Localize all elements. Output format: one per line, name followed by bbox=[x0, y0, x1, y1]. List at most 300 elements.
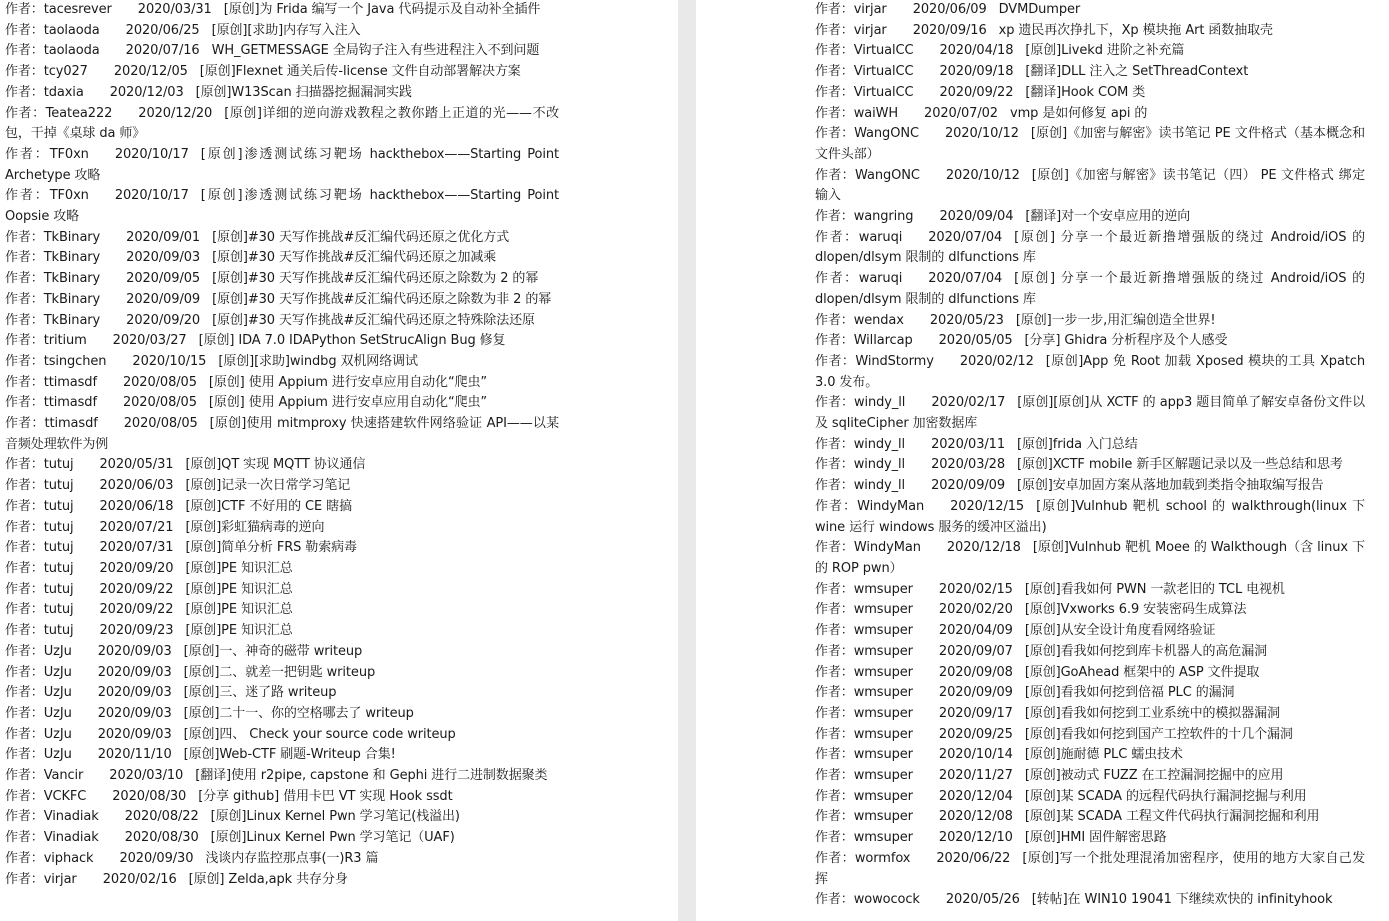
post-date: 2020/09/22 bbox=[939, 84, 1014, 100]
article-entry bbox=[5, 352, 559, 373]
article-entry bbox=[5, 725, 559, 746]
author-name: tutuj bbox=[43, 519, 74, 535]
post-date: 2020/08/30 bbox=[112, 788, 187, 804]
post-date: 2020/08/05 bbox=[123, 416, 198, 432]
post-date: 2020/08/05 bbox=[122, 374, 197, 390]
author-name: wmsuper bbox=[853, 830, 913, 846]
article-entry bbox=[815, 621, 1365, 642]
author-name: Vinadiak bbox=[43, 809, 99, 825]
author-label: 作者： bbox=[815, 312, 854, 328]
author-name: VirtualCC bbox=[853, 43, 914, 59]
author-label: 作者： bbox=[5, 84, 44, 100]
article-title: [原创]Vxworks 6.9 安装密码生成算法 bbox=[1024, 602, 1247, 618]
article-title: [原创]渗透测试练习靶场 hackthebox——Starting Point Oopsie 攻略 bbox=[5, 188, 559, 225]
author-label: 作者： bbox=[5, 602, 44, 618]
article-entry bbox=[5, 290, 559, 311]
post-date: 2020/03/27 bbox=[112, 333, 187, 349]
article-title: [原创]PE 知识汇总 bbox=[185, 560, 293, 576]
post-date: 2020/09/08 bbox=[938, 664, 1013, 680]
author-name: tutuj bbox=[43, 581, 74, 597]
author-name: TkBinary bbox=[43, 250, 101, 266]
article-entry bbox=[5, 642, 559, 663]
article-entry bbox=[815, 435, 1365, 456]
author-label: 作者： bbox=[815, 84, 854, 100]
author-name: Vancir bbox=[43, 768, 84, 784]
author-name: UzJu bbox=[43, 705, 72, 721]
author-label: 作者： bbox=[5, 664, 44, 680]
article-title: [原创]#30 天写作挑战#反汇编代码还原之除数为非 2 的幂 bbox=[212, 291, 552, 307]
author-label: 作者： bbox=[815, 809, 854, 825]
article-entry bbox=[815, 83, 1365, 104]
author-label: 作者： bbox=[815, 2, 854, 17]
article-title: [原创]渗透测试练习靶场 hackthebox——Starting Point Archetype 攻略 bbox=[5, 146, 559, 183]
author-label: 作者： bbox=[815, 43, 854, 59]
article-title: [分享 github] 借用卡巴 VT 实现 Hook ssdt bbox=[198, 788, 453, 804]
article-entry bbox=[815, 62, 1365, 83]
post-date: 2020/10/12 bbox=[944, 126, 1019, 142]
author-name: wmsuper bbox=[853, 643, 913, 659]
article-title: [原创]三、迷了路 writeup bbox=[183, 685, 337, 701]
article-title: [原创]二十一、你的空格哪去了 writeup bbox=[183, 705, 414, 721]
article-title: [原创]PE 知识汇总 bbox=[185, 602, 293, 618]
author-label: 作者： bbox=[5, 871, 44, 887]
article-title: [原创]frida 入门总结 bbox=[1017, 436, 1138, 452]
article-entry bbox=[5, 580, 559, 601]
author-name: ttimasdf bbox=[44, 416, 98, 432]
author-name: UzJu bbox=[43, 726, 72, 742]
article-entry bbox=[5, 455, 559, 476]
author-label: 作者： bbox=[5, 353, 44, 369]
article-entry bbox=[5, 538, 559, 559]
article-title: [原创]Flexnet 通关后传-license 文件自动部署解决方案 bbox=[199, 64, 521, 80]
post-date: 2020/05/31 bbox=[99, 457, 174, 473]
author-name: WindyMan bbox=[853, 540, 921, 556]
author-name: windy_ll bbox=[853, 436, 906, 452]
author-label: 作者： bbox=[5, 519, 44, 535]
article-title: [原创] 分享一个最近新撸增强版的绕过 Android/iOS 的 dlopen/dlsym 限制的 dlfunctions 库 bbox=[815, 271, 1365, 307]
author-name: Teatea222 bbox=[45, 105, 113, 121]
article-title: [翻译]使用 r2pipe, capstone 和 Gephi 进行二进制数据聚类 bbox=[195, 768, 548, 784]
author-label: 作者： bbox=[5, 705, 44, 721]
author-name: tdaxia bbox=[43, 84, 84, 100]
article-title: [原创]详细的逆向游戏教程之教你踏上正道的光——不改包，干掉《桌球 da 师》 bbox=[5, 105, 559, 142]
post-date: 2020/10/17 bbox=[114, 188, 189, 204]
article-title: [原创] 使用 Appium 进行安卓应用自动化“爬虫” bbox=[208, 395, 488, 411]
author-label: 作者： bbox=[815, 705, 854, 721]
author-name: tutuj bbox=[43, 478, 74, 494]
post-date: 2020/12/05 bbox=[113, 64, 188, 80]
post-date: 2020/06/03 bbox=[99, 478, 174, 494]
author-label: 作者： bbox=[5, 830, 44, 846]
article-entry bbox=[5, 21, 559, 42]
author-label: 作者： bbox=[815, 126, 855, 142]
article-title: [原创]Livekd 进阶之补充篇 bbox=[1025, 43, 1185, 59]
article-entry bbox=[815, 476, 1365, 497]
post-date: 2020/10/15 bbox=[132, 353, 207, 369]
author-name: windy_ll bbox=[853, 457, 906, 473]
author-name: tutuj bbox=[43, 498, 74, 514]
article-entry bbox=[815, 642, 1365, 663]
author-label: 作者： bbox=[5, 457, 44, 473]
author-label: 作者： bbox=[5, 188, 50, 204]
article-title: [原创][求助]内存写入注入 bbox=[211, 22, 361, 38]
article-entry bbox=[815, 0, 1365, 21]
author-name: tsingchen bbox=[43, 353, 107, 369]
post-date: 2020/09/22 bbox=[99, 581, 174, 597]
author-name: wangring bbox=[853, 209, 914, 225]
author-label: 作者： bbox=[5, 416, 45, 432]
author-name: wmsuper bbox=[853, 664, 913, 680]
article-entry bbox=[815, 745, 1365, 766]
author-name: UzJu bbox=[43, 747, 72, 763]
author-label: 作者： bbox=[5, 809, 44, 825]
author-label: 作者： bbox=[815, 602, 854, 618]
post-date: 2020/12/10 bbox=[938, 830, 1013, 846]
article-entry bbox=[5, 373, 559, 394]
author-label: 作者： bbox=[815, 64, 854, 80]
author-label: 作者： bbox=[5, 643, 44, 659]
article-title: [原创]使用 mitmproxy 快速搭建软件网络验证 API——以某音频处理软件为例 bbox=[5, 416, 559, 452]
article-entry bbox=[815, 21, 1365, 42]
article-title: [翻译]Hook COM 类 bbox=[1025, 84, 1146, 100]
author-label: 作者： bbox=[5, 581, 44, 597]
article-title: [原创]W13Scan 扫描器挖掘漏洞实践 bbox=[195, 84, 412, 100]
article-entry bbox=[815, 393, 1365, 434]
article-entry bbox=[5, 393, 559, 414]
article-entry bbox=[5, 83, 559, 104]
author-label: 作者： bbox=[815, 540, 854, 556]
post-date: 2020/03/11 bbox=[931, 436, 1005, 452]
article-title: vmp 是如何修复 api 的 bbox=[1009, 105, 1148, 121]
post-date: 2020/02/17 bbox=[931, 395, 1006, 411]
author-name: TkBinary bbox=[43, 291, 101, 307]
author-name: Willarcap bbox=[853, 333, 913, 349]
article-title: [原创]看我如何 PWN 一款老旧的 TCL 电视机 bbox=[1024, 581, 1285, 597]
article-title: [原创][求助]windbg 双机网络调试 bbox=[218, 353, 418, 369]
author-label: 作者： bbox=[815, 395, 854, 411]
post-date: 2020/09/30 bbox=[119, 850, 194, 866]
article-title: [原创]Linux Kernel Pwn 学习笔记（UAF) bbox=[210, 830, 455, 846]
article-entry bbox=[815, 683, 1365, 704]
post-date: 2020/09/20 bbox=[126, 312, 201, 328]
author-name: ttimasdf bbox=[43, 374, 97, 390]
author-label: 作者： bbox=[5, 250, 44, 266]
article-entry bbox=[815, 725, 1365, 746]
author-name: tutuj bbox=[43, 623, 74, 639]
post-date: 2020/09/07 bbox=[938, 643, 1013, 659]
author-name: TkBinary bbox=[43, 271, 101, 287]
article-entry bbox=[815, 207, 1365, 228]
post-date: 2020/09/09 bbox=[938, 685, 1013, 701]
post-date: 2020/05/26 bbox=[945, 892, 1020, 908]
article-title: [原创]看我如何挖到库卡机器人的高危漏洞 bbox=[1024, 643, 1267, 659]
author-label: 作者： bbox=[5, 146, 50, 162]
author-label: 作者： bbox=[815, 623, 854, 639]
article-title: [原创]为 Frida 编写一个 Java 代码提示及自动补全插件 bbox=[223, 2, 541, 17]
author-name: virjar bbox=[43, 871, 77, 887]
article-entry bbox=[5, 62, 559, 83]
author-name: tutuj bbox=[43, 602, 74, 618]
author-label: 作者： bbox=[5, 333, 44, 349]
author-label: 作者： bbox=[815, 105, 854, 121]
article-entry bbox=[5, 663, 559, 684]
article-entry bbox=[815, 228, 1365, 269]
post-date: 2020/09/09 bbox=[126, 291, 201, 307]
author-label: 作者： bbox=[815, 457, 854, 473]
article-entry bbox=[5, 704, 559, 725]
author-label: 作者： bbox=[5, 271, 44, 287]
article-entry bbox=[815, 704, 1365, 725]
article-title: [原创]《加密与解密》读书笔记 PE 文件格式（基本概念和文件头部） bbox=[815, 126, 1366, 162]
author-name: tcy027 bbox=[43, 64, 88, 80]
post-date: 2020/06/09 bbox=[912, 2, 987, 17]
author-label: 作者： bbox=[815, 747, 854, 763]
article-title: [原创]QT 实现 MQTT 协议通信 bbox=[185, 457, 366, 473]
article-entry bbox=[5, 186, 559, 227]
post-date: 2020/07/16 bbox=[125, 43, 200, 59]
article-title: [原创]Web-CTF 刷题-Writeup 合集! bbox=[183, 747, 396, 763]
author-name: wmsuper bbox=[853, 747, 913, 763]
article-entry bbox=[5, 248, 559, 269]
article-entry bbox=[5, 600, 559, 621]
post-date: 2020/09/18 bbox=[939, 64, 1014, 80]
author-name: tutuj bbox=[43, 540, 74, 556]
author-name: viphack bbox=[43, 850, 94, 866]
article-title: [原创]PE 知识汇总 bbox=[185, 581, 293, 597]
author-name: tutuj bbox=[43, 560, 74, 576]
article-entry bbox=[5, 331, 559, 352]
article-title: [转帖]在 WIN10 19041 下继续欢快的 infinityhook bbox=[1031, 892, 1333, 908]
author-label: 作者： bbox=[5, 747, 44, 763]
article-entry bbox=[5, 476, 559, 497]
article-entry bbox=[5, 41, 559, 62]
article-title: xp 遗民再次挣扎下，Xp 模块拖 Art 函数抽取壳 bbox=[998, 22, 1273, 38]
article-entry bbox=[5, 228, 559, 249]
post-date: 2020/12/15 bbox=[950, 498, 1025, 514]
article-entry bbox=[815, 600, 1365, 621]
article-entry bbox=[5, 104, 559, 145]
author-label: 作者： bbox=[815, 478, 854, 494]
article-title: [原创]GoAhead 框架中的 ASP 文件提取 bbox=[1024, 664, 1260, 680]
author-label: 作者： bbox=[5, 291, 44, 307]
article-entry bbox=[815, 787, 1365, 808]
post-date: 2020/09/04 bbox=[939, 209, 1014, 225]
article-title: [原创]CTF 不好用的 CE 瞎搞 bbox=[185, 498, 352, 514]
post-date: 2020/09/20 bbox=[99, 560, 174, 576]
article-entry bbox=[5, 497, 559, 518]
article-entry bbox=[5, 559, 559, 580]
author-label: 作者： bbox=[815, 726, 854, 742]
article-title: [原创]简单分析 FRS 勒索病毒 bbox=[185, 540, 357, 556]
article-title: [原创]#30 天写作挑战#反汇编代码还原之特殊除法还原 bbox=[212, 312, 535, 328]
author-label: 作者： bbox=[5, 43, 44, 59]
author-label: 作者： bbox=[815, 850, 855, 866]
author-name: Vinadiak bbox=[43, 830, 99, 846]
article-entry bbox=[815, 497, 1365, 538]
post-date: 2020/09/03 bbox=[97, 664, 172, 680]
author-name: wendax bbox=[853, 312, 904, 328]
author-name: UzJu bbox=[43, 685, 72, 701]
author-name: wmsuper bbox=[853, 705, 913, 721]
author-label: 作者： bbox=[5, 768, 44, 784]
article-title: [分享] Ghidra 分析程序及个人感受 bbox=[1024, 333, 1228, 349]
article-title: [原创] Zelda,apk 共存分身 bbox=[188, 871, 348, 887]
article-entry bbox=[815, 890, 1365, 911]
author-label: 作者： bbox=[5, 478, 44, 494]
author-name: TF0xn bbox=[49, 146, 89, 162]
post-date: 2020/05/23 bbox=[929, 312, 1004, 328]
post-date: 2020/10/12 bbox=[945, 167, 1020, 183]
article-title: [原创]Vulnhub 靶机 school 的 walkthrough(linux 下 wine 运行 windows 服务的缓冲区溢出) bbox=[815, 498, 1365, 535]
author-label: 作者： bbox=[5, 726, 44, 742]
post-date: 2020/04/09 bbox=[938, 623, 1013, 639]
post-date: 2020/08/05 bbox=[122, 395, 197, 411]
post-date: 2020/02/12 bbox=[959, 353, 1034, 369]
post-date: 2020/06/25 bbox=[125, 22, 200, 38]
article-title: WH_GETMESSAGE 全局钩子注入有些进程注入不到问题 bbox=[211, 43, 540, 59]
author-label: 作者： bbox=[815, 768, 854, 784]
article-entry bbox=[815, 269, 1365, 310]
article-title: [翻译]对一个安卓应用的逆向 bbox=[1025, 209, 1191, 225]
post-date: 2020/12/04 bbox=[938, 788, 1013, 804]
author-label: 作者： bbox=[815, 892, 854, 908]
post-date: 2020/06/22 bbox=[936, 850, 1011, 866]
article-title: [原创]看我如何挖到倍福 PLC 的漏洞 bbox=[1024, 685, 1235, 701]
author-label: 作者： bbox=[815, 167, 856, 183]
article-entry bbox=[5, 269, 559, 290]
article-title: [原创]看我如何挖到工业系统中的模拟器漏洞 bbox=[1024, 705, 1280, 721]
author-name: VirtualCC bbox=[853, 84, 914, 100]
post-date: 2020/12/18 bbox=[946, 540, 1021, 556]
article-entry bbox=[815, 766, 1365, 787]
article-entry bbox=[5, 807, 559, 828]
article-entry bbox=[5, 621, 559, 642]
post-date: 2020/07/21 bbox=[99, 519, 174, 535]
article-entry bbox=[815, 849, 1365, 890]
article-title: [原创]看我如何挖到国产工控软件的十几个漏洞 bbox=[1024, 726, 1293, 742]
post-date: 2020/09/03 bbox=[126, 250, 201, 266]
post-date: 2020/12/03 bbox=[109, 84, 184, 100]
author-name: UzJu bbox=[43, 664, 72, 680]
post-date: 2020/10/17 bbox=[114, 146, 189, 162]
post-date: 2020/06/18 bbox=[99, 498, 174, 514]
author-name: WindStormy bbox=[855, 353, 934, 369]
author-name: ttimasdf bbox=[43, 395, 97, 411]
post-date: 2020/02/20 bbox=[938, 602, 1013, 618]
article-title: [原创]四、 Check your source code writeup bbox=[183, 726, 456, 742]
author-label: 作者： bbox=[5, 685, 44, 701]
article-title: [原创]二、就差一把钥匙 writeup bbox=[183, 664, 376, 680]
post-date: 2020/09/03 bbox=[97, 685, 172, 701]
author-name: wmsuper bbox=[853, 685, 913, 701]
post-date: 2020/09/01 bbox=[126, 229, 201, 245]
post-date: 2020/09/03 bbox=[97, 643, 172, 659]
post-date: 2020/08/30 bbox=[124, 830, 199, 846]
post-date: 2020/05/05 bbox=[938, 333, 1013, 349]
article-entry bbox=[815, 104, 1365, 125]
author-name: virjar bbox=[853, 22, 887, 38]
author-label: 作者： bbox=[815, 209, 854, 225]
author-name: taolaoda bbox=[43, 43, 100, 59]
post-date: 2020/09/09 bbox=[931, 478, 1005, 494]
post-date: 2020/07/04 bbox=[928, 229, 1003, 245]
author-name: waruqi bbox=[858, 271, 903, 287]
author-label: 作者： bbox=[5, 623, 44, 639]
author-label: 作者： bbox=[5, 105, 46, 121]
article-entry bbox=[815, 331, 1365, 352]
author-label: 作者： bbox=[5, 850, 44, 866]
left-page bbox=[0, 0, 678, 921]
article-title: [原创]《加密与解密》读书笔记（四） PE 文件格式 绑定输入 bbox=[815, 167, 1365, 204]
author-label: 作者： bbox=[815, 581, 854, 597]
article-entry bbox=[815, 166, 1365, 207]
article-title: [原创]写一个批处理混淆加密程序，使用的地方大家自己发挥 bbox=[815, 850, 1365, 887]
author-name: tutuj bbox=[43, 457, 74, 473]
article-entry bbox=[5, 787, 559, 808]
article-entry bbox=[815, 807, 1365, 828]
author-name: windy_ll bbox=[853, 478, 906, 494]
author-label: 作者： bbox=[5, 312, 44, 328]
post-date: 2020/07/04 bbox=[928, 271, 1003, 287]
post-date: 2020/10/14 bbox=[938, 747, 1013, 763]
article-title: [原创]PE 知识汇总 bbox=[185, 623, 293, 639]
article-title: [原创] IDA 7.0 IDAPython SetStrucAlign Bug 修复 bbox=[198, 333, 506, 349]
article-title: [原创]记录一次日常学习笔记 bbox=[185, 478, 351, 494]
post-date: 2020/04/18 bbox=[939, 43, 1014, 59]
article-title: [原创]HMI 固件解密思路 bbox=[1024, 830, 1167, 846]
author-label: 作者： bbox=[5, 788, 44, 804]
post-date: 2020/02/15 bbox=[938, 581, 1013, 597]
article-title: [原创]#30 天写作挑战#反汇编代码还原之加减乘 bbox=[212, 250, 497, 266]
article-title: [原创]Linux Kernel Pwn 学习笔记(栈溢出) bbox=[210, 809, 460, 825]
article-entry bbox=[5, 828, 559, 849]
post-date: 2020/09/05 bbox=[126, 271, 201, 287]
post-date: 2020/12/08 bbox=[938, 809, 1013, 825]
author-name: wmsuper bbox=[853, 623, 913, 639]
author-label: 作者： bbox=[815, 333, 854, 349]
article-title: [原创] 分享一个最近新撸增强版的绕过 Android/iOS 的 dlopen/dlsym 限制的 dlfunctions 库 bbox=[815, 229, 1365, 266]
article-entry bbox=[5, 0, 559, 21]
article-title: 浅谈内存监控那点事(一)R3 篇 bbox=[205, 850, 379, 866]
author-name: TF0xn bbox=[49, 188, 89, 204]
article-title: [原创]施耐德 PLC 蠕虫技术 bbox=[1024, 747, 1183, 763]
author-name: waruqi bbox=[858, 229, 903, 245]
author-name: UzJu bbox=[43, 643, 72, 659]
post-date: 2020/09/22 bbox=[99, 602, 174, 618]
article-title: [原创]App 免 Root 加载 Xposed 模块的工具 Xpatch 3.0 发布。 bbox=[815, 353, 1365, 390]
post-date: 2020/08/22 bbox=[124, 809, 199, 825]
article-entry bbox=[815, 663, 1365, 684]
article-entry bbox=[5, 870, 559, 891]
article-entry bbox=[815, 455, 1365, 476]
author-name: wmsuper bbox=[853, 602, 913, 618]
article-entry bbox=[5, 683, 559, 704]
article-entry bbox=[5, 145, 559, 186]
article-title: [原创]某 SCADA 工程文件代码执行漏洞挖掘和利用 bbox=[1024, 809, 1320, 825]
author-label: 作者： bbox=[815, 353, 856, 369]
article-entry bbox=[5, 766, 559, 787]
post-date: 2020/03/10 bbox=[109, 768, 184, 784]
author-name: taolaoda bbox=[43, 22, 100, 38]
author-name: WindyMan bbox=[857, 498, 925, 514]
article-title: [原创]某 SCADA 的远程代码执行漏洞挖掘与利用 bbox=[1024, 788, 1307, 804]
author-name: wmsuper bbox=[853, 788, 913, 804]
author-name: tritium bbox=[43, 333, 87, 349]
author-name: wmsuper bbox=[853, 768, 913, 784]
post-date: 2020/09/23 bbox=[99, 623, 174, 639]
post-date: 2020/07/02 bbox=[924, 105, 998, 121]
article-title: [原创]#30 天写作挑战#反汇编代码还原之除数为 2 的幂 bbox=[212, 271, 539, 287]
